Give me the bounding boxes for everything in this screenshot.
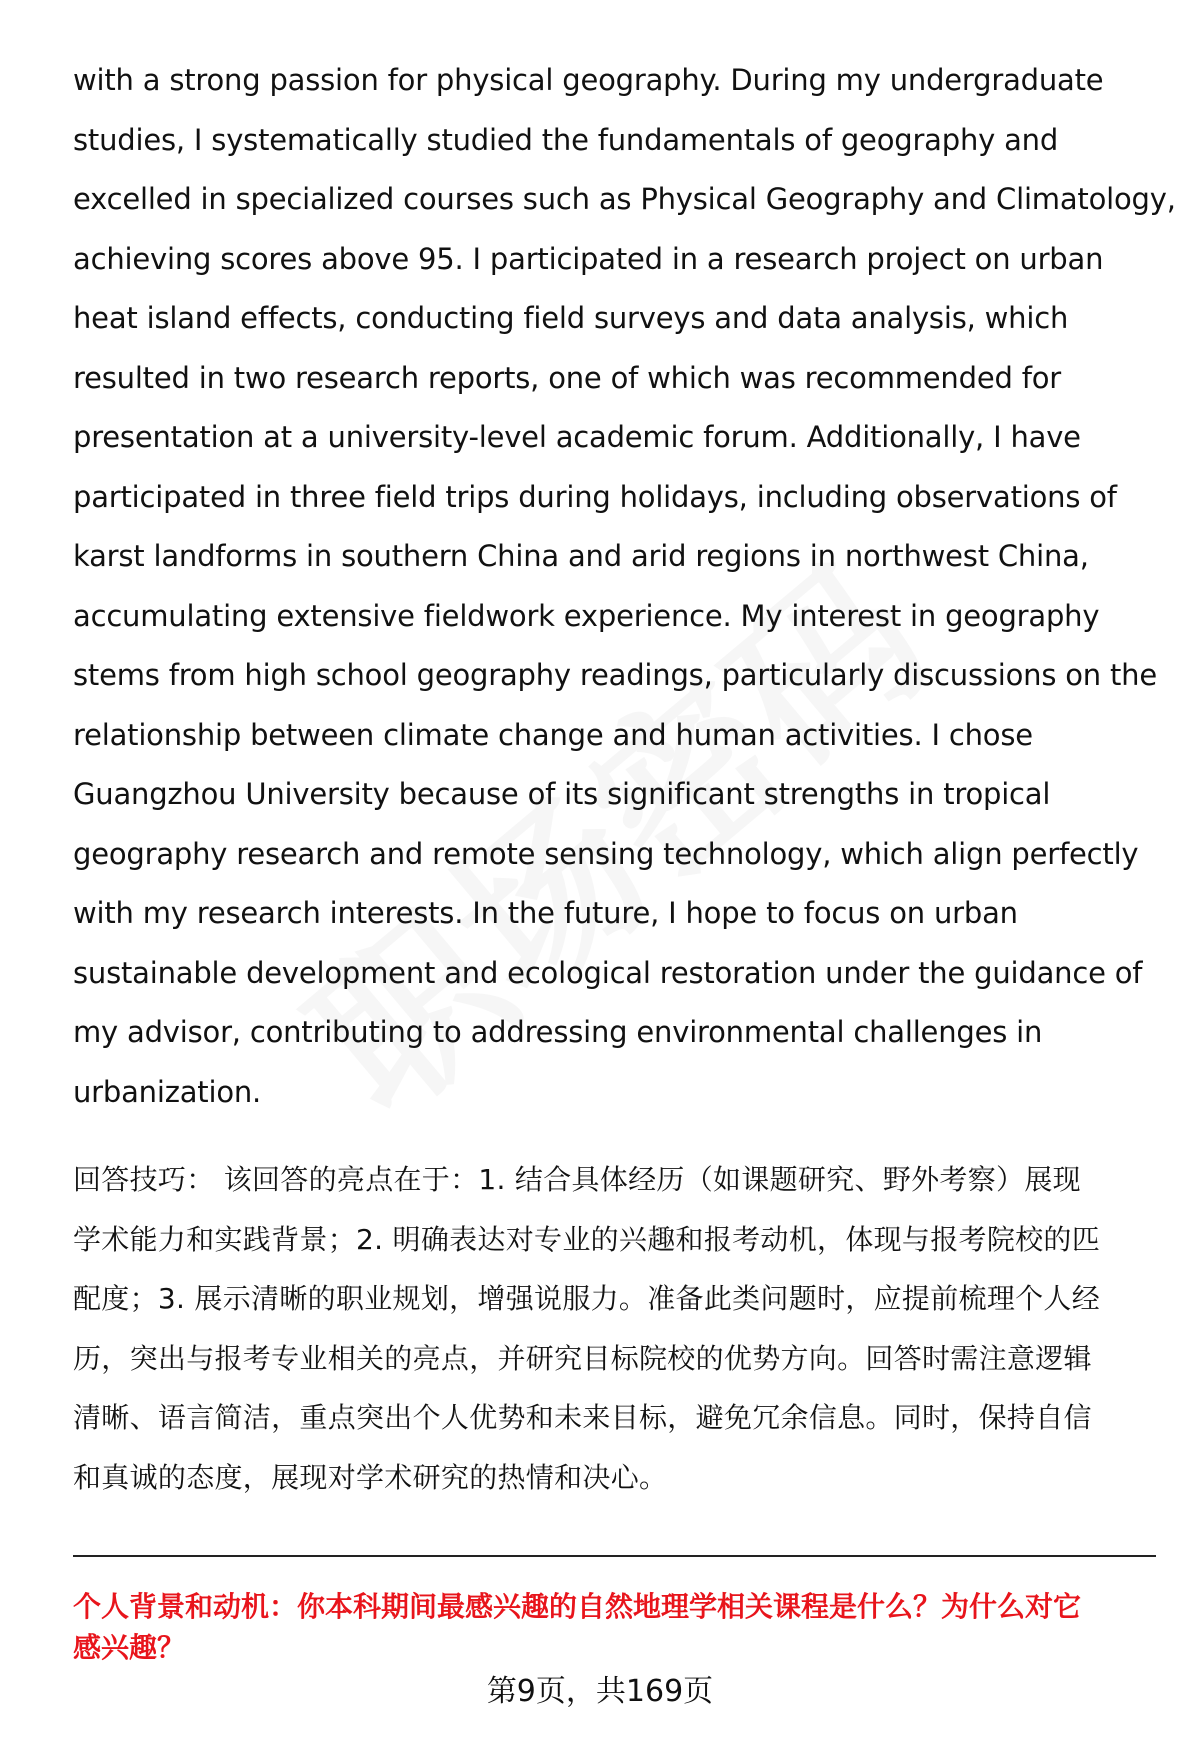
answer-line: relationship between climate change and human activities. I chose: [73, 717, 1033, 752]
answer-line: excelled in specialized courses such as Physical Geography and Climatology,: [73, 182, 1176, 216]
tips-line: 学术能力和实践背景；2. 明确表达对专业的兴趣和报考动机，体现与报考院校的匹: [73, 1222, 1101, 1256]
page-number: 第9页，共169页: [486, 1674, 714, 1709]
tips-line: 和真诚的态度，展现对学术研究的热情和决心。: [73, 1460, 668, 1494]
question-line: 个人背景和动机：你本科期间最感兴趣的自然地理学相关课程是什么？为什么对它: [73, 1590, 1082, 1623]
answer-line: heat island effects, conducting field surveys and data analysis, which: [73, 301, 1069, 335]
answer-line: with a strong passion for physical geography. During my undergraduate: [73, 63, 1104, 97]
answer-line: presentation at a university-level academic forum. Additionally, I have: [73, 420, 1081, 454]
tips-line: 回答技巧： 该回答的亮点在于：1. 结合具体经历（如课题研究、野外考察）展现: [73, 1163, 1081, 1196]
answer-line: with my research interests. In the future, I hope to focus on urban: [73, 896, 1018, 930]
answer-line: achieving scores above 95. I participated in a research project on urban: [73, 241, 1104, 276]
tips-line: 历，突出与报考专业相关的亮点，并研究目标院校的优势方向。回答时需注意逻辑: [73, 1341, 1092, 1375]
answer-line: accumulating extensive fieldwork experience. My interest in geography: [73, 598, 1100, 633]
answer-line: my advisor, contributing to addressing environmental challenges in: [73, 1015, 1043, 1049]
divider: [73, 1555, 1156, 1557]
answer-line: urbanization.: [73, 1074, 262, 1109]
answer-line: participated in three field trips during holidays, including observations of: [73, 479, 1117, 514]
question-line: 感兴趣？: [73, 1631, 186, 1664]
tips-line: 配度；3. 展示清晰的职业规划，增强说服力。准备此类问题时，应提前梳理个人经: [73, 1282, 1101, 1315]
answer-line: stems from high school geography readings, particularly discussions on the: [73, 658, 1157, 692]
answer-line: resulted in two research reports, one of which was recommended for: [73, 360, 1061, 395]
answer-line: karst landforms in southern China and arid regions in northwest China,: [73, 539, 1089, 573]
answer-line: geography research and remote sensing technology, which align perfectly: [73, 836, 1139, 871]
answer-line: Guangzhou University because of its significant strengths in tropical: [73, 777, 1051, 811]
tips-line: 清晰、语言简洁，重点突出个人优势和未来目标，避免冗余信息。同时，保持自信: [73, 1401, 1092, 1434]
answer-line: studies, I systematically studied the fundamentals of geography and: [73, 122, 1059, 157]
answer-line: sustainable development and ecological restoration under the guidance of: [73, 955, 1143, 990]
